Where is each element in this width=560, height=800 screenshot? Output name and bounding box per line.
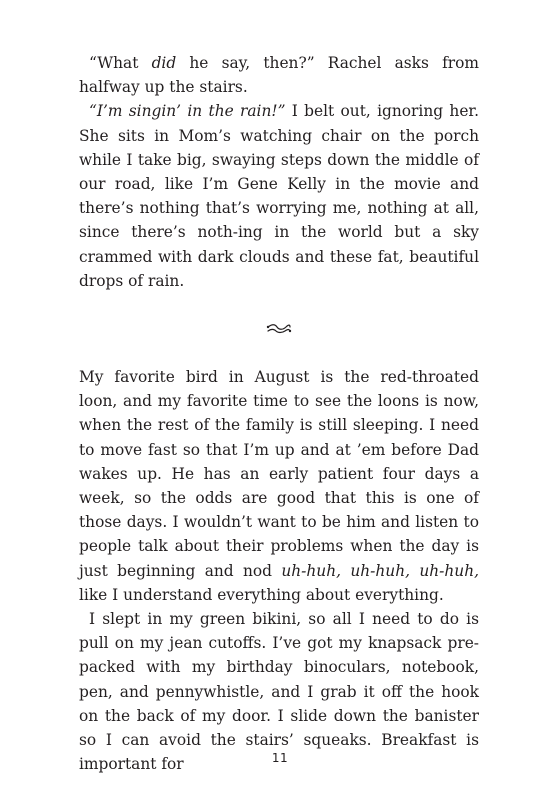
paragraph-1-text-c: he say, then?” Rachel asks from halfway up the stairs.	[79, 54, 479, 97]
paragraph-3-text-c: like I understand everything about everything.	[79, 585, 444, 604]
paragraph-1-emphasis: did	[151, 54, 177, 72]
paragraph-3-emphasis: uh-huh, uh-huh, uh-huh,	[281, 561, 480, 580]
paragraph-4-text: I slept in my green bikini, so all I need to do is pull on my jean cutoffs. I’ve got my knapsack pre-packed with my birthday binoculars, notebook, pen, and pennywhistle, and I grab it off the hook on the back of my door. I slide down the banister so I can avoid the stairs’ squeaks. Breakfast is important for	[79, 610, 479, 774]
paragraph-2-song-lyric: “I’m singin’ in the rain!”	[89, 102, 286, 121]
paragraph-2	[79, 99, 479, 293]
section-break	[79, 293, 479, 365]
paragraph-1	[79, 51, 479, 99]
paragraph-3	[79, 365, 479, 607]
paragraph-2-text: I belt out, ignoring her. She sits in Mom’s watching chair on the porch while I take big, swaying steps down the middle of our road, like I’m Gene Kelly in the movie and there’s nothing that’s worrying me, nothing at all, since there’s noth-ing in the world but a sky crammed with dark clouds and these fat, beautiful drops of rain.	[79, 102, 479, 290]
section-break-flourish-icon	[266, 323, 292, 335]
page-number: 11	[271, 751, 289, 765]
paragraph-3-text-a: My favorite bird in August is the red-throated loon, and my favorite time to see the loons is now, when the rest of the family is still sleeping. I need to move fast so that I’m up and at ’em before Dad wakes up. He has an early patient four days a week, so the odds are good that this is one of those days. I wouldn’t want to be him and listen to people talk about their problems when the day is just beginning and nod	[79, 368, 479, 580]
book-page	[79, 51, 479, 776]
paragraph-1-text-a: “What	[89, 54, 152, 72]
